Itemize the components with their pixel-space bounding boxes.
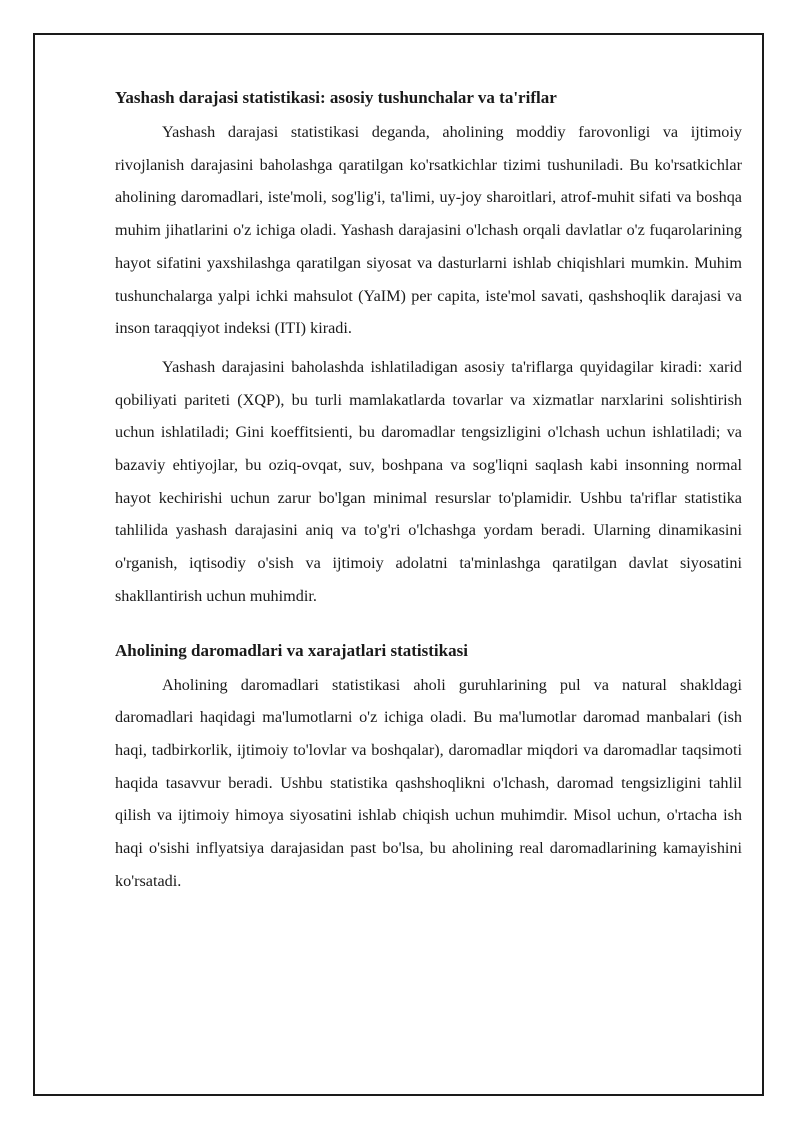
paragraph: Yashash darajasini baholashda ishlatiladigan asosiy ta'riflarga quyidagilar kiradi: xarid qobiliyati pariteti (XQP), bu turli mamlakatlarda tovarlar va xizmatlar narxlarini solishtirish uchun ishlatiladi; Gini koeffitsienti, bu daromadlar tengsizligini o'lchash uchun ishlatiladi; va bazaviy ehtiyojlar, bu oziq-ovqat, suv, boshpana va sog'liqni saqlash kabi insonning normal hayot kechirishi uchun zarur bo'lgan minimal resurslar to'plamidir. Ushbu ta'riflar statistika tahlilida yashash darajasini aniq va to'g'ri o'lchashga yordam beradi. Ularning dinamikasini o'rganish, iqtisodiy o'sish va ijtimoiy adolatni ta'minlashga qaratilgan davlat siyosatini shakllantirish uchun muhimdir. bbox=[115, 357, 742, 605]
paragraph: Aholining daromadlari statistikasi aholi guruhlarining pul va natural shakldagi daromadlari haqidagi ma'lumotlarni o'z ichiga oladi. Bu ma'lumotlar daromad manbalari (ish haqi, tadbirkorlik, ijtimoiy to'lovlar va boshqalar), daromadlar miqdori va daromadlar taqsimoti haqida tasavvur beradi. Ushbu statistika qashshoqlikni o'lchash, daromad tengsizligini tahlil qilish va ijtimoiy himoya siyosatini ishlab chiqish uchun muhimdir. Misol uchun, o'rtacha ish haqi o'sishi inflyatsiya darajasidan past bo'lsa, bu aholining real daromadlarining kamayishini ko'rsatadi. bbox=[115, 675, 742, 890]
paragraph: Yashash darajasi statistikasi deganda, aholining moddiy farovonligi va ijtimoiy rivojlanish darajasini baholashga qaratilgan ko'rsatkichlar tizimi tushuniladi. Bu ko'rsatkichlar aholining daromadlari, iste'moli, sog'lig'i, ta'limi, uy-joy sharoitlari, atrof-muhit sifati va boshqa muhim jihatlarini o'z ichiga oladi. Yashash darajasini o'lchash orqali davlatlar o'z fuqarolarining hayot sifatini yaxshilashga qaratilgan siyosat va dasturlarni ishlab chiqishlari mumkin. Muhim tushunchalarga yalpi ichki mahsulot (YaIM) per capita, iste'mol savati, qashshoqlik darajasi va inson taraqqiyot indeksi (ITI) kiradi. bbox=[115, 123, 742, 338]
document-body bbox=[115, 86, 742, 903]
section-heading-income-expenses: Aholining daromadlari va xarajatlari statistikasi bbox=[115, 640, 468, 660]
section-heading-living-standards: Yashash darajasi statistikasi: asosiy tushunchalar va ta'riflar bbox=[115, 88, 557, 107]
